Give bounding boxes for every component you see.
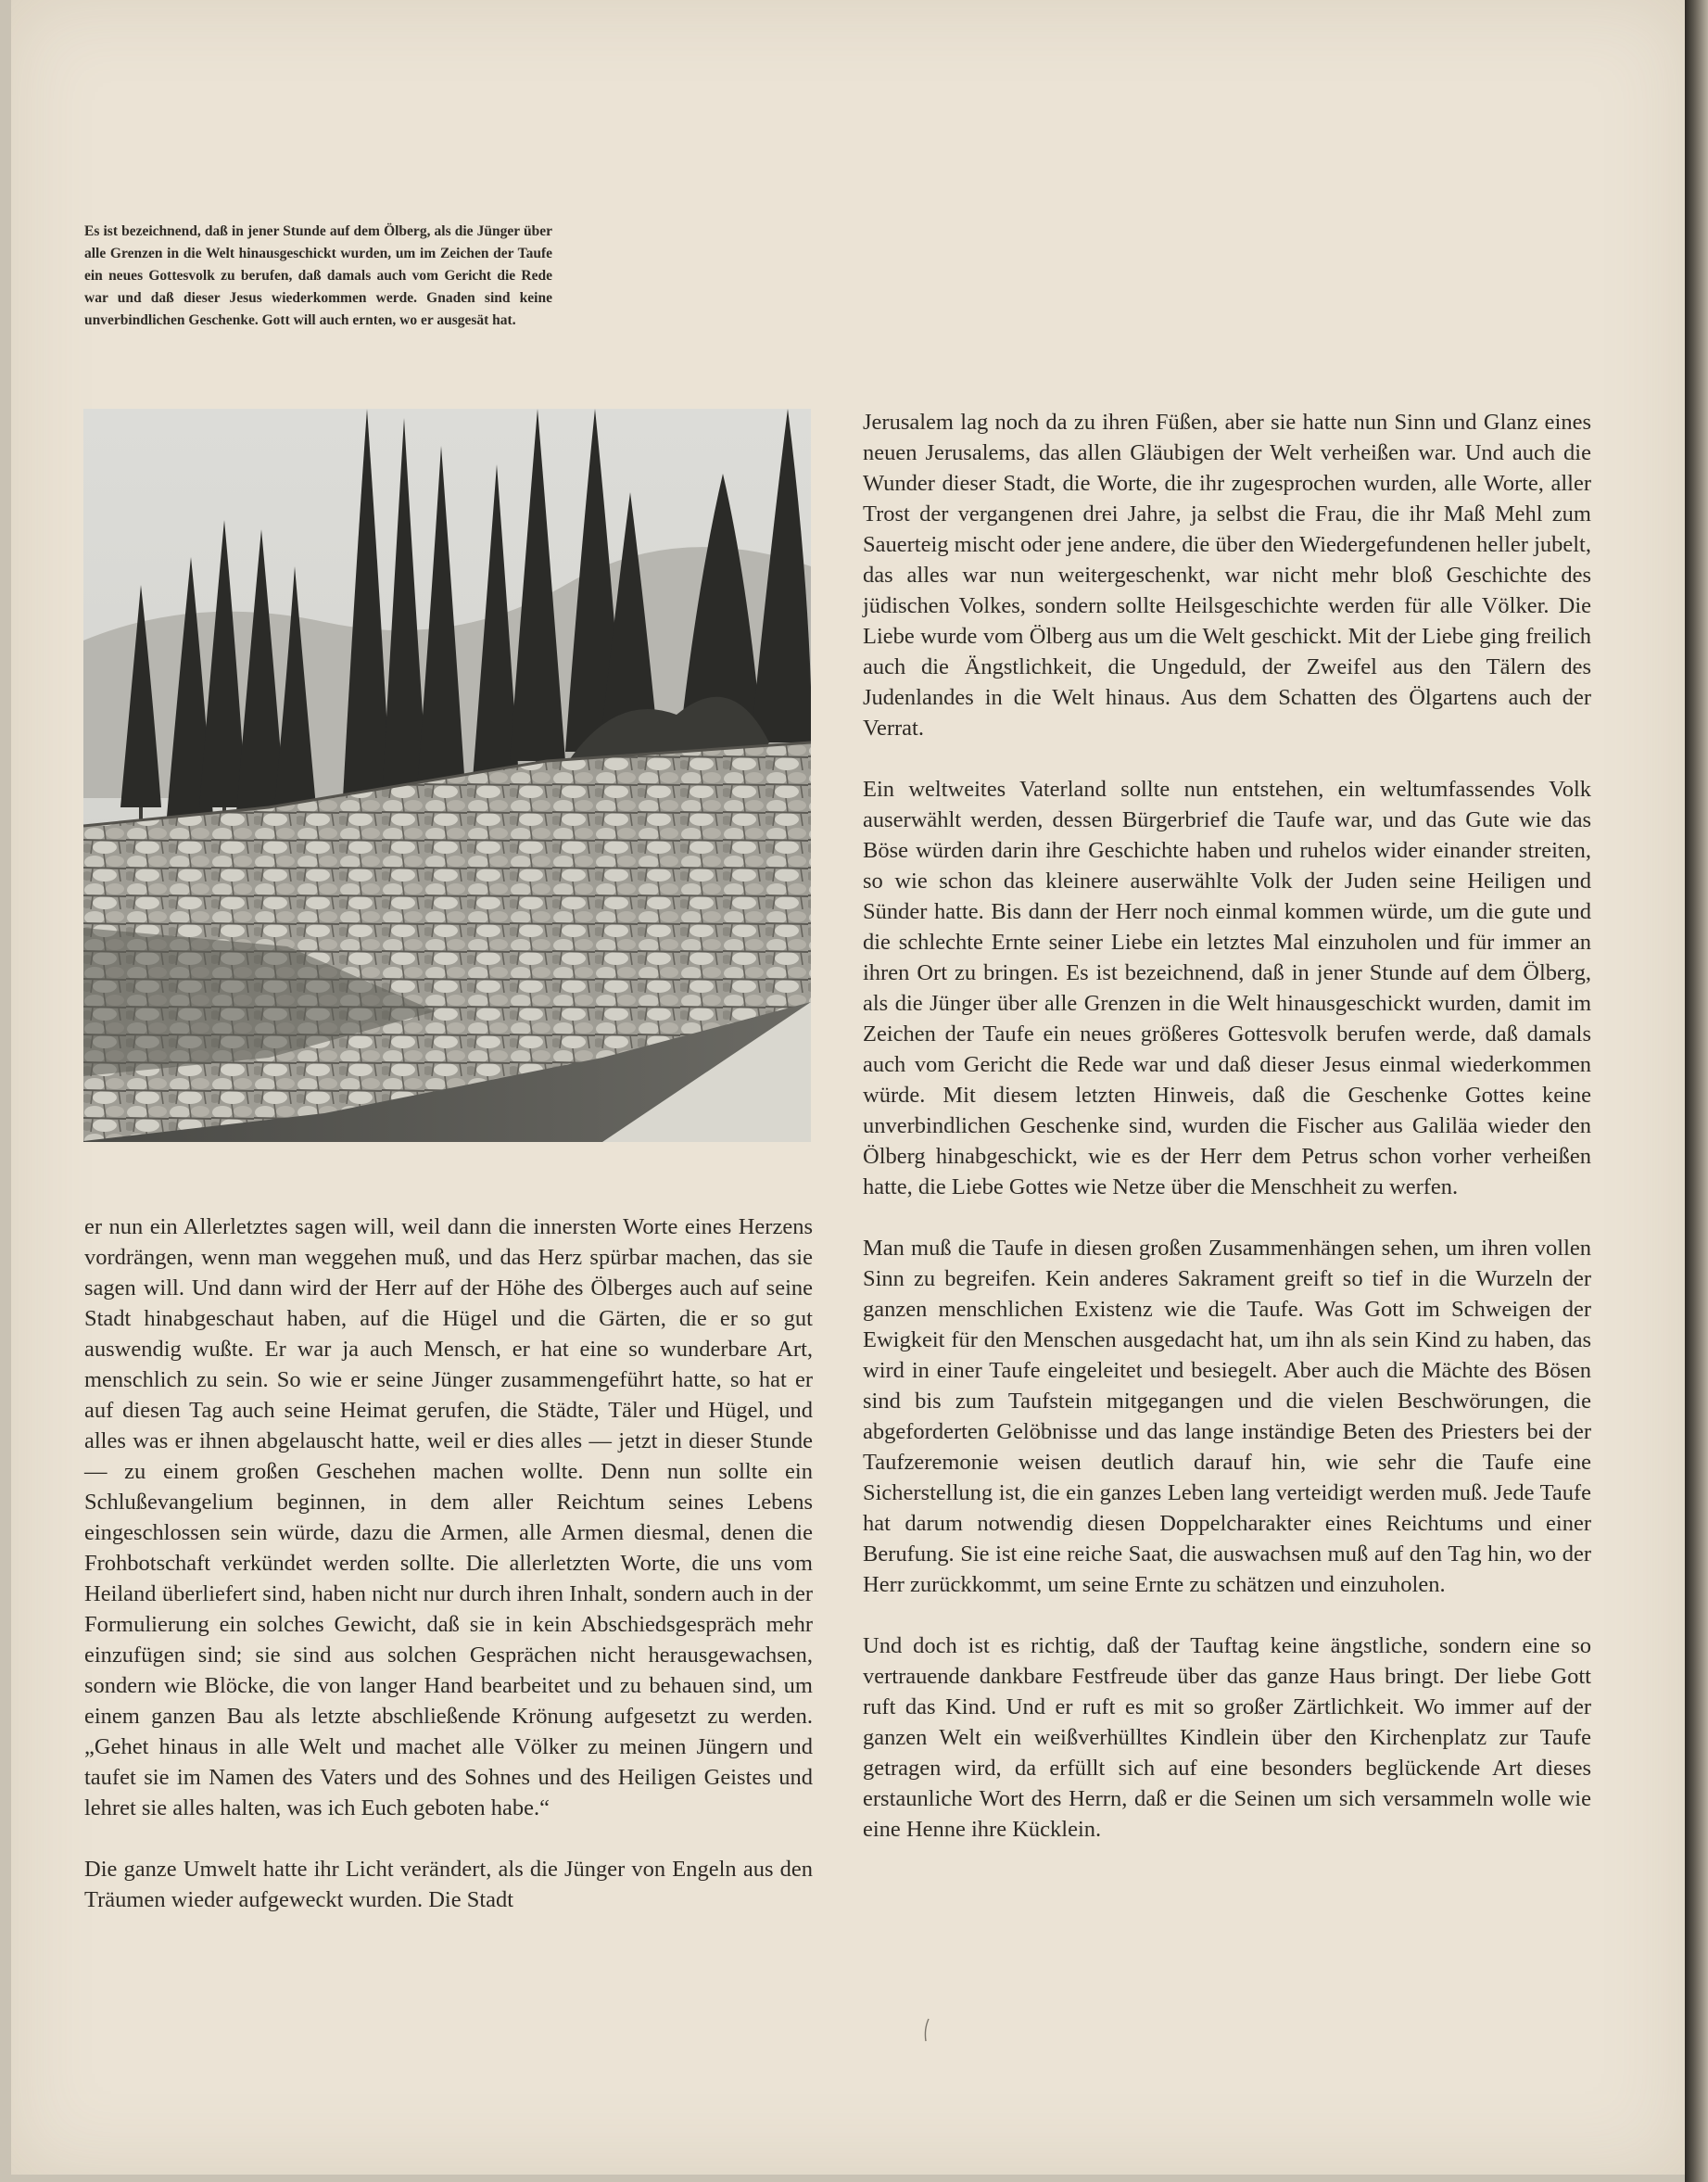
paragraph: er nun ein Allerletztes sagen will, weil dann die innersten Worte eines Herzens vordrängen, wenn man weggehen muß, und das Herz spürbar machen, das sie sagen will. Und dann wird der Herr auf der Höhe des Ölberges auch auf seine Stadt hinabgeschaut haben, auf die Hügel und die Gärten, die er so gut auswendig wußte. Er war ja auch Mensch, er hat eine so wunderbare Art, menschlich zu sein. So wie er seine Jünger zusammengeführt hatte, so hat er auf diesen Tag auch seine Heimat gerufen, die Städte, Täler und Hügel, und alles was er ihnen abgelauscht hatte, weil er dies alles — jetzt in dieser Stunde — zu einem großen Geschehen machen wollte. Denn nun sollte ein Schlußevangelium beginnen, in dem aller Reichtum seines Lebens eingeschlossen sein würde, dazu die Armen, alle Armen diesmal, denen die Frohbotschaft verkündet werden sollte. Die allerletzten Worte, die uns vom Heiland überliefert sind, haben nicht nur durch ihren Inhalt, sondern auch in der Formulierung ein solches Gewicht, daß sie in kein Abschiedsgespräch mehr einzufügen sind; sie sind aus solchen Gesprächen nicht herausgewachsen, sondern wie Blöcke, die von langer Hand bearbeitet und zu behauen sind, um einem ganzen Bau als letzte abschließende Krönung aufgesetzt zu werden. „Gehet hinaus in alle Welt und machet alle Völker zu meinen Jüngern und taufet sie im Namen des Vaters und des Sohnes und des Heiligen Geistes und lehret sie alles halten, was ich Euch geboten habe.“	[84, 1214, 813, 1820]
page-edge-shadow	[1685, 0, 1708, 2182]
pencil-mark-icon	[923, 2018, 930, 2042]
paragraph: Die ganze Umwelt hatte ihr Licht verändert, als die Jünger von Engeln aus den Träumen wieder aufgeweckt wurden. Die Stadt	[84, 1857, 813, 1912]
left-text-column	[84, 1212, 813, 1915]
paragraph: Jerusalem lag noch da zu ihren Füßen, aber sie hatte nun Sinn und Glanz eines neuen Jerusalems, das allen Gläubigen der Welt verheißen war. Und auch die Wunder dieser Stadt, die Worte, die ihr zugesprochen wurden, alle Worte, aller Trost der vergangenen drei Jahre, ja selbst die Frau, die ihr Maß Mehl zum Sauerteig mischt oder jene andere, die über den Wiedergefundenen heller jubelt, das alles war nun weitergeschenkt, war nicht mehr bloß Geschichte des jüdischen Volkes, sondern sollte Heilsgeschichte werden für alle Völker. Die Liebe wurde vom Ölberg aus um die Welt geschickt. Mit der Liebe ging freilich auch die Ängstlichkeit, die Ungeduld, der Zweifel aus den Tälern des Judenlandes in die Welt hinaus. Aus dem Schatten des Ölgartens auch der Verrat.	[863, 410, 1591, 741]
paragraph: Und doch ist es richtig, daß der Tauftag keine ängstliche, sondern eine so vertrauende dankbare Festfreude über das ganze Haus bringt. Der liebe Gott ruft das Kind. Und er ruft es mit so großer Zärtlichkeit. Wo immer auf der ganzen Welt ein weißverhülltes Kindlein über den Kirchenplatz zur Taufe getragen wird, da erfüllt sich auf eine besonders beglückende Art dieses erstaunliche Wort des Herrn, daß er die Seinen um sich versammeln wolle wie eine Henne ihre Kücklein.	[863, 1633, 1591, 1842]
paragraph: Ein weltweites Vaterland sollte nun entstehen, ein weltumfassendes Volk auserwählt werden, dessen Bürgerbrief die Taufe war, und das Gute wie das Böse würden darin ihre Geschichte haben und ruhelos wider einander streiten, so wie schon das kleinere auserwählte Volk der Juden seine Heiligen und Sünder hatte. Bis dann der Herr noch einmal kommen würde, um die gute und die schlechte Ernte seiner Liebe ein letztes Mal einzuholen und für immer an ihren Ort zu bringen. Es ist bezeichnend, daß in jener Stunde auf dem Ölberg, als die Jünger über alle Grenzen in die Welt hinausgeschickt wurden, damit im Zeichen der Taufe ein neues größeres Gottesvolk berufen werde, daß damals auch vom Gericht die Rede war und daß dieser Jesus einmal wiederkommen würde. Mit diesem letzten Hinweis, daß die Geschenke Gottes keine unverbindlichen Geschenke sind, wurden die Fischer aus Galiläa wieder den Ölberg hinabgeschickt, wie es der Herr dem Petrus schon vorher verheißen hatte, die Liebe Gottes wie Netze über die Menschheit zu werfen.	[863, 777, 1591, 1199]
photo-caption: Es ist bezeichnend, daß in jener Stunde auf dem Ölberg, als die Jünger über alle Grenzen in die Welt hinausgeschickt wurden, um im Zeichen der Taufe ein neues Gottesvolk zu berufen, daß damals auch vom Gericht die Rede war und daß dieser Jesus wiederkommen werde. Gnaden sind keine unverbindlichen Geschenke. Gott will auch ernten, wo er ausgesät hat.	[84, 223, 552, 328]
right-text-column	[863, 407, 1591, 1845]
paragraph: Man muß die Taufe in diesen großen Zusammenhängen sehen, um ihren vollen Sinn zu begreifen. Kein anderes Sakrament greift so tief in die Wurzeln der ganzen menschlichen Existenz wie die Taufe. Was Gott im Schweigen der Ewigkeit für den Menschen ausgedacht hat, um ihn als sein Kind zu haben, das wird in einer Taufe eingeleitet und besiegelt. Aber auch die Mächte des Bösen sind bis zum Taufstein mitgegangen und die vielen Beschwörungen, die abgeforderten Gelöbnisse und das lange inständige Beten des Priesters bei der Taufzeremonie weisen deutlich darauf hin, wie sehr die Taufe eine Sicherstellung ist, die ein ganzes Leben lang verteidigt werden muß. Jede Taufe hat darum notwendig diesen Doppelcharakter eines Reichtums und einer Berufung. Sie ist eine reiche Saat, die auswachsen muß auf den Tag hin, wo der Herr zurückkommt, um seine Ernte zu schätzen und einzuholen.	[863, 1236, 1591, 1597]
photo-olive-garden-icon	[83, 409, 811, 1142]
